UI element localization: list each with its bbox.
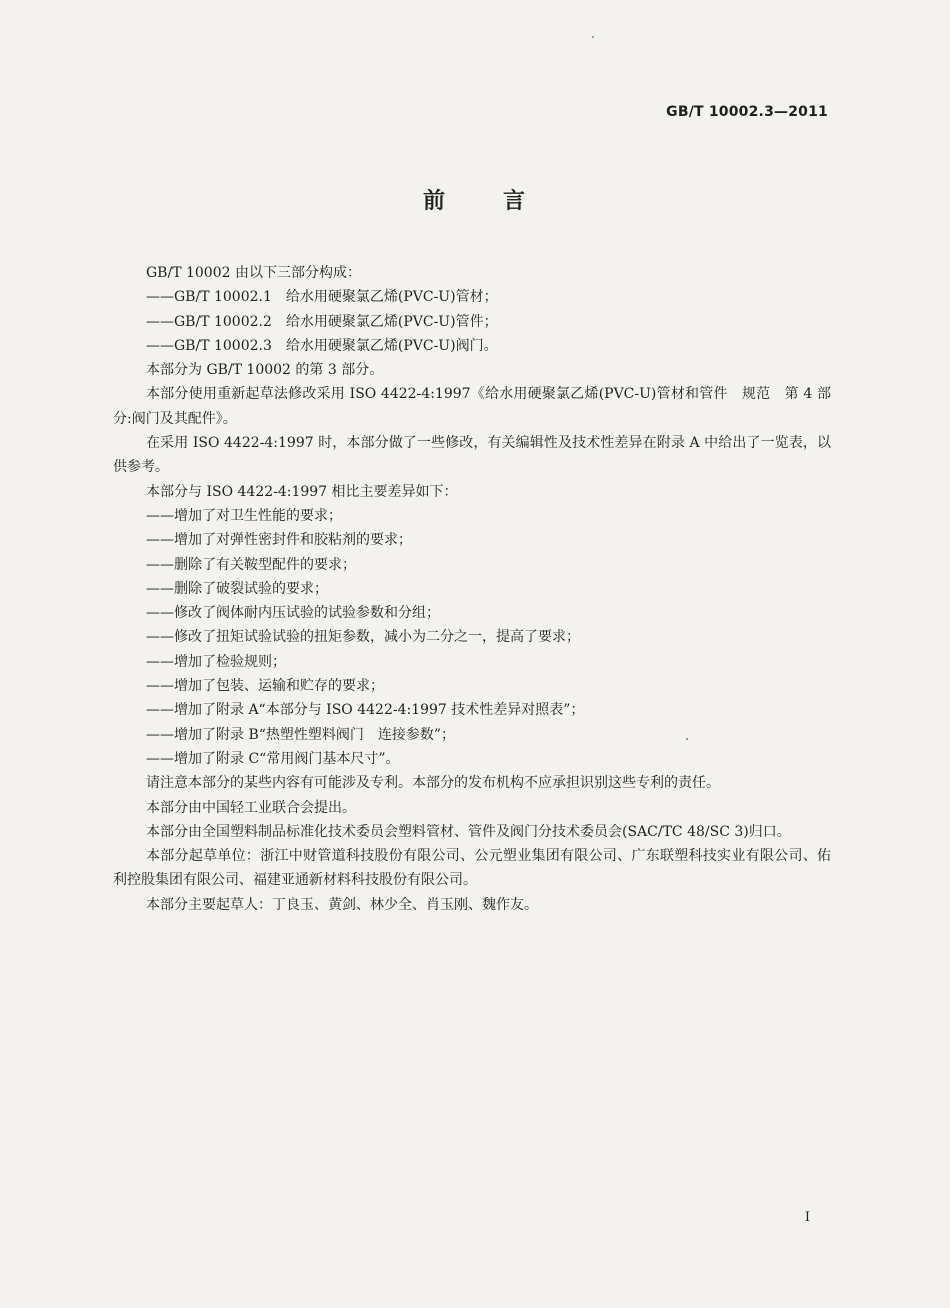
list-item: ——修改了扭矩试验试验的扭矩参数，减小为二分之一，提高了要求； <box>146 629 580 646</box>
paragraph: 本部分由全国塑料制品标准化技术委员会塑料管材、管件及阀门分技术委员会(SAC/TC 48/SC 3)归口。 <box>146 823 791 840</box>
list-item: ——修改了阀体耐内压试验的试验参数和分组； <box>146 605 440 622</box>
list-item: ——增加了检验规则； <box>146 653 286 670</box>
list-item: ——增加了附录 B“热塑性塑料阀门 连接参数”； <box>146 726 456 743</box>
page-title <box>0 184 950 215</box>
foreword-body <box>113 261 831 917</box>
title-char-1: 前 <box>422 189 447 214</box>
list-item: ——增加了对弹性密封件和胶粘剂的要求； <box>146 532 412 549</box>
paragraph: ——GB/T 10002.1 给水用硬聚氯乙烯(PVC-U)管材； <box>146 289 498 306</box>
paragraph: 本部分主要起草人：丁良玉、黄剑、林少全、肖玉刚、魏作友。 <box>146 896 538 913</box>
list-item: ——增加了附录 A“本部分与 ISO 4422-4:1997 技术性差异对照表”； <box>146 702 585 719</box>
paragraph: GB/T 10002 由以下三部分构成： <box>146 265 361 281</box>
paragraph: ——GB/T 10002.3 给水用硬聚氯乙烯(PVC-U)阀门。 <box>146 337 498 354</box>
list-item: ——删除了有关鞍型配件的要求； <box>146 556 356 573</box>
list-item: ——删除了破裂试验的要求； <box>146 580 328 597</box>
list-item: ——增加了包装、运输和贮存的要求； <box>146 678 384 695</box>
paragraph: 本部分为 GB/T 10002 的第 3 部分。 <box>146 362 384 379</box>
page-number: I <box>804 1210 810 1225</box>
paragraph: 本部分由中国轻工业联合会提出。 <box>146 799 356 816</box>
list-item: ——增加了对卫生性能的要求； <box>146 507 342 524</box>
paragraph: 请注意本部分的某些内容有可能涉及专利。本部分的发布机构不应承担识别这些专利的责任。 <box>146 775 720 792</box>
paragraph: 在采用 ISO 4422-4:1997 时，本部分做了一些修改，有关编辑性及技术性差异在附录 A 中给出了一览表，以供参考。 <box>113 435 831 476</box>
paragraph: 本部分与 ISO 4422-4:1997 相比主要差异如下： <box>146 483 458 500</box>
paragraph: 本部分起草单位：浙江中财管道科技股份有限公司、公元塑业集团有限公司、广东联塑科技实业有限公司、佑利控股集团有限公司、福建亚通新材料科技股份有限公司。 <box>113 848 831 889</box>
title-char-2: 言 <box>503 189 528 214</box>
paragraph: ——GB/T 10002.2 给水用硬聚氯乙烯(PVC-U)管件； <box>146 313 498 330</box>
paragraph: 本部分使用重新起草法修改采用 ISO 4422-4:1997《给水用硬聚氯乙烯(PVC-U)管材和管件 规范 第 4 部分:阀门及其配件》。 <box>113 386 831 427</box>
scan-speck <box>592 36 594 38</box>
list-item: ——增加了附录 C“常用阀门基本尺寸”。 <box>146 750 400 767</box>
standard-number: GB/T 10002.3—2011 <box>666 104 828 120</box>
